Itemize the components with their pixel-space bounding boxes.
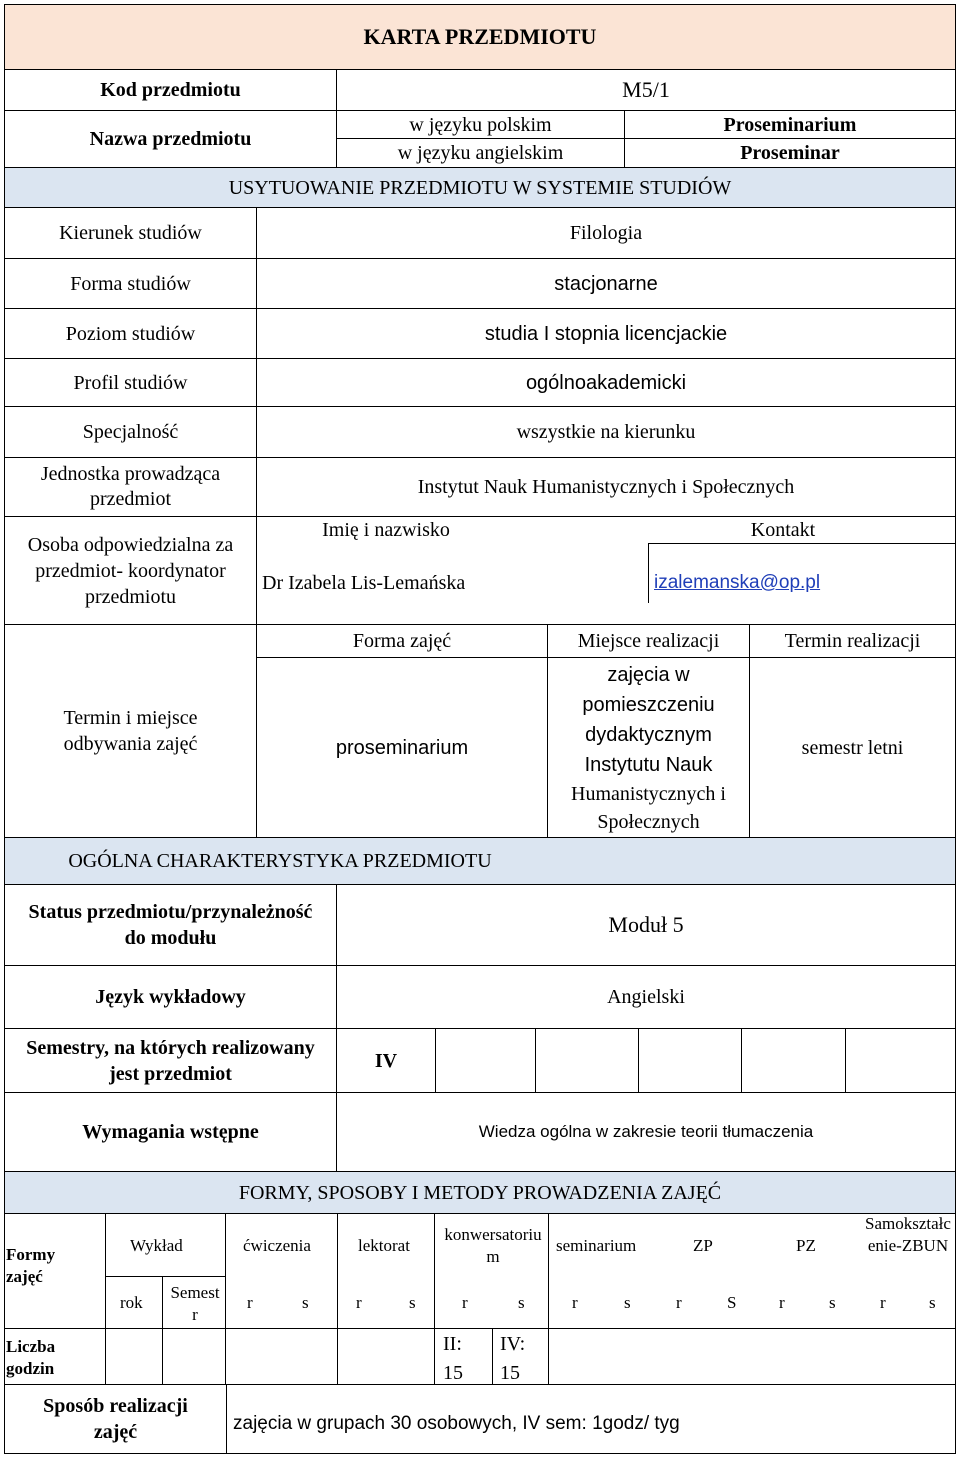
forms-divider <box>492 1328 493 1385</box>
semester-cell <box>435 1028 536 1093</box>
placement-label-profile: Profil studiów <box>4 358 257 407</box>
schedule-term-value: semestr letni <box>749 657 956 838</box>
forms-col-seminar: seminarium <box>556 1236 637 1255</box>
language-value: Angielski <box>336 965 956 1029</box>
forms-sub-letter: S <box>727 1293 737 1312</box>
code-value: M5/1 <box>336 69 956 111</box>
placement-value-form: stacjonarne <box>256 258 956 309</box>
forms-col-zp: ZP <box>693 1236 713 1255</box>
semesters-label: Semestry, na których realizowany jest przedmiot <box>4 1028 337 1093</box>
forms-sub-letter: s <box>302 1293 309 1312</box>
forms-sub-letter: s <box>409 1293 416 1312</box>
forms-sub-letter: r <box>462 1293 468 1312</box>
placement-value-unit: Instytut Nauk Humanistycznych i Społecznych <box>256 457 956 517</box>
forms-divider <box>337 1213 338 1385</box>
forms-sub-letter: r <box>676 1293 682 1312</box>
name-en-value: Proseminar <box>624 138 956 168</box>
code-label: Kod przedmiotu <box>4 69 337 111</box>
semester-value: IV <box>336 1028 436 1093</box>
language-label: Język wykładowy <box>4 965 337 1029</box>
semester-cell <box>741 1028 846 1093</box>
method-value: zajęcia w grupach 30 osobowych, IV sem: 1godz/ tyg <box>226 1384 956 1454</box>
semester-cell <box>638 1028 742 1093</box>
name-label: Nazwa przedmiotu <box>4 110 337 168</box>
forms-sub-letter: s <box>518 1293 525 1312</box>
semester-cell <box>845 1028 956 1093</box>
name-en-label: w języku angielskim <box>336 138 625 168</box>
name-pl-label: w języku polskim <box>336 110 625 139</box>
placement-label-field: Kierunek studiów <box>4 207 257 259</box>
name-pl-value: Proseminarium <box>624 110 956 139</box>
forms-hours-ii: II: 15 <box>443 1333 463 1384</box>
forms-sub-year: rok <box>120 1293 143 1312</box>
forms-sub-letter: r <box>247 1293 253 1312</box>
placement-header: USYTUOWANIE PRZEDMIOTU W SYSTEMIE STUDIÓW <box>4 167 956 208</box>
requirements-value: Wiedza ogólna w zakresie teorii tłumaczenia <box>336 1092 956 1172</box>
forms-divider <box>4 1328 956 1329</box>
placement-value-level: studia I stopnia licencjackie <box>256 308 956 359</box>
placement-label-unit: Jednostka prowadząca przedmiot <box>4 457 257 517</box>
forms-divider <box>225 1213 226 1385</box>
placement-label-specialty: Specjalność <box>4 406 257 458</box>
forms-hours-iv: IV: 15 <box>500 1333 526 1384</box>
forms-col-pz: PZ <box>796 1236 816 1255</box>
status-label: Status przedmiotu/przynależność do modułu <box>4 884 337 966</box>
schedule-place-value: zajęcia w pomieszczeniu dydaktycznym Instytutu Nauk Humanistycznych i Społecznych <box>547 657 750 838</box>
schedule-form-header: Forma zajęć <box>256 624 548 658</box>
person-label: Osoba odpowiedzialna za przedmiot- koordynator przedmiotu <box>4 516 257 625</box>
document-title: KARTA PRZEDMIOTU <box>4 4 956 70</box>
status-value: Moduł 5 <box>336 884 956 966</box>
person-email-link[interactable]: izalemanska@op.pl <box>654 572 821 593</box>
forms-sub-letter: r <box>356 1293 362 1312</box>
forms-sub-letter: r <box>880 1293 886 1312</box>
person-name-header: Imię i nazwisko <box>322 519 450 541</box>
forms-col-conversation: konwersatorium <box>444 1225 542 1267</box>
forms-sub-letter: s <box>624 1293 631 1312</box>
person-divider <box>648 543 956 544</box>
semester-cell <box>535 1028 639 1093</box>
forms-col-lecture: Wykład <box>130 1236 183 1255</box>
method-label: Sposób realizacji zajęć <box>4 1384 227 1454</box>
forms-col-exercises: ćwiczenia <box>243 1236 311 1255</box>
forms-sub-letter: r <box>779 1293 785 1312</box>
forms-divider <box>105 1276 225 1277</box>
placement-value-field: Filologia <box>256 207 956 259</box>
forms-sub-semester: Semestr <box>170 1283 220 1325</box>
forms-col-self-study: Samokształcenie-ZBUN <box>865 1214 951 1256</box>
person-name: Dr Izabela Lis-Lemańska <box>262 572 466 594</box>
forms-header: FORMY, SPOSOBY I METODY PROWADZENIA ZAJĘĆ <box>4 1171 956 1214</box>
forms-divider <box>548 1213 549 1385</box>
schedule-term-header: Termin realizacji <box>749 624 956 658</box>
forms-hours-label: Liczba godzin <box>6 1336 56 1378</box>
person-divider-vertical <box>648 543 649 603</box>
forms-sub-letter: s <box>829 1293 836 1312</box>
general-header: OGÓLNA CHARAKTERYSTYKA PRZEDMIOTU <box>4 837 956 885</box>
schedule-place-header: Miejsce realizacji <box>547 624 750 658</box>
placement-label-form: Forma studiów <box>4 258 257 309</box>
schedule-form-value: proseminarium <box>256 657 548 838</box>
requirements-label: Wymagania wstępne <box>4 1092 337 1172</box>
schedule-label: Termin i miejsce odbywania zajęć <box>4 624 257 838</box>
forms-col-lectorate: lektorat <box>358 1236 410 1255</box>
forms-row-label: Formy zajęć <box>6 1244 56 1286</box>
person-contact-header: Kontakt <box>750 519 816 541</box>
placement-label-level: Poziom studiów <box>4 308 257 359</box>
placement-value-specialty: wszystkie na kierunku <box>256 406 956 458</box>
forms-divider <box>162 1276 163 1385</box>
forms-sub-letter: r <box>572 1293 578 1312</box>
forms-sub-letter: s <box>929 1293 936 1312</box>
placement-value-profile: ogólnoakademicki <box>256 358 956 407</box>
